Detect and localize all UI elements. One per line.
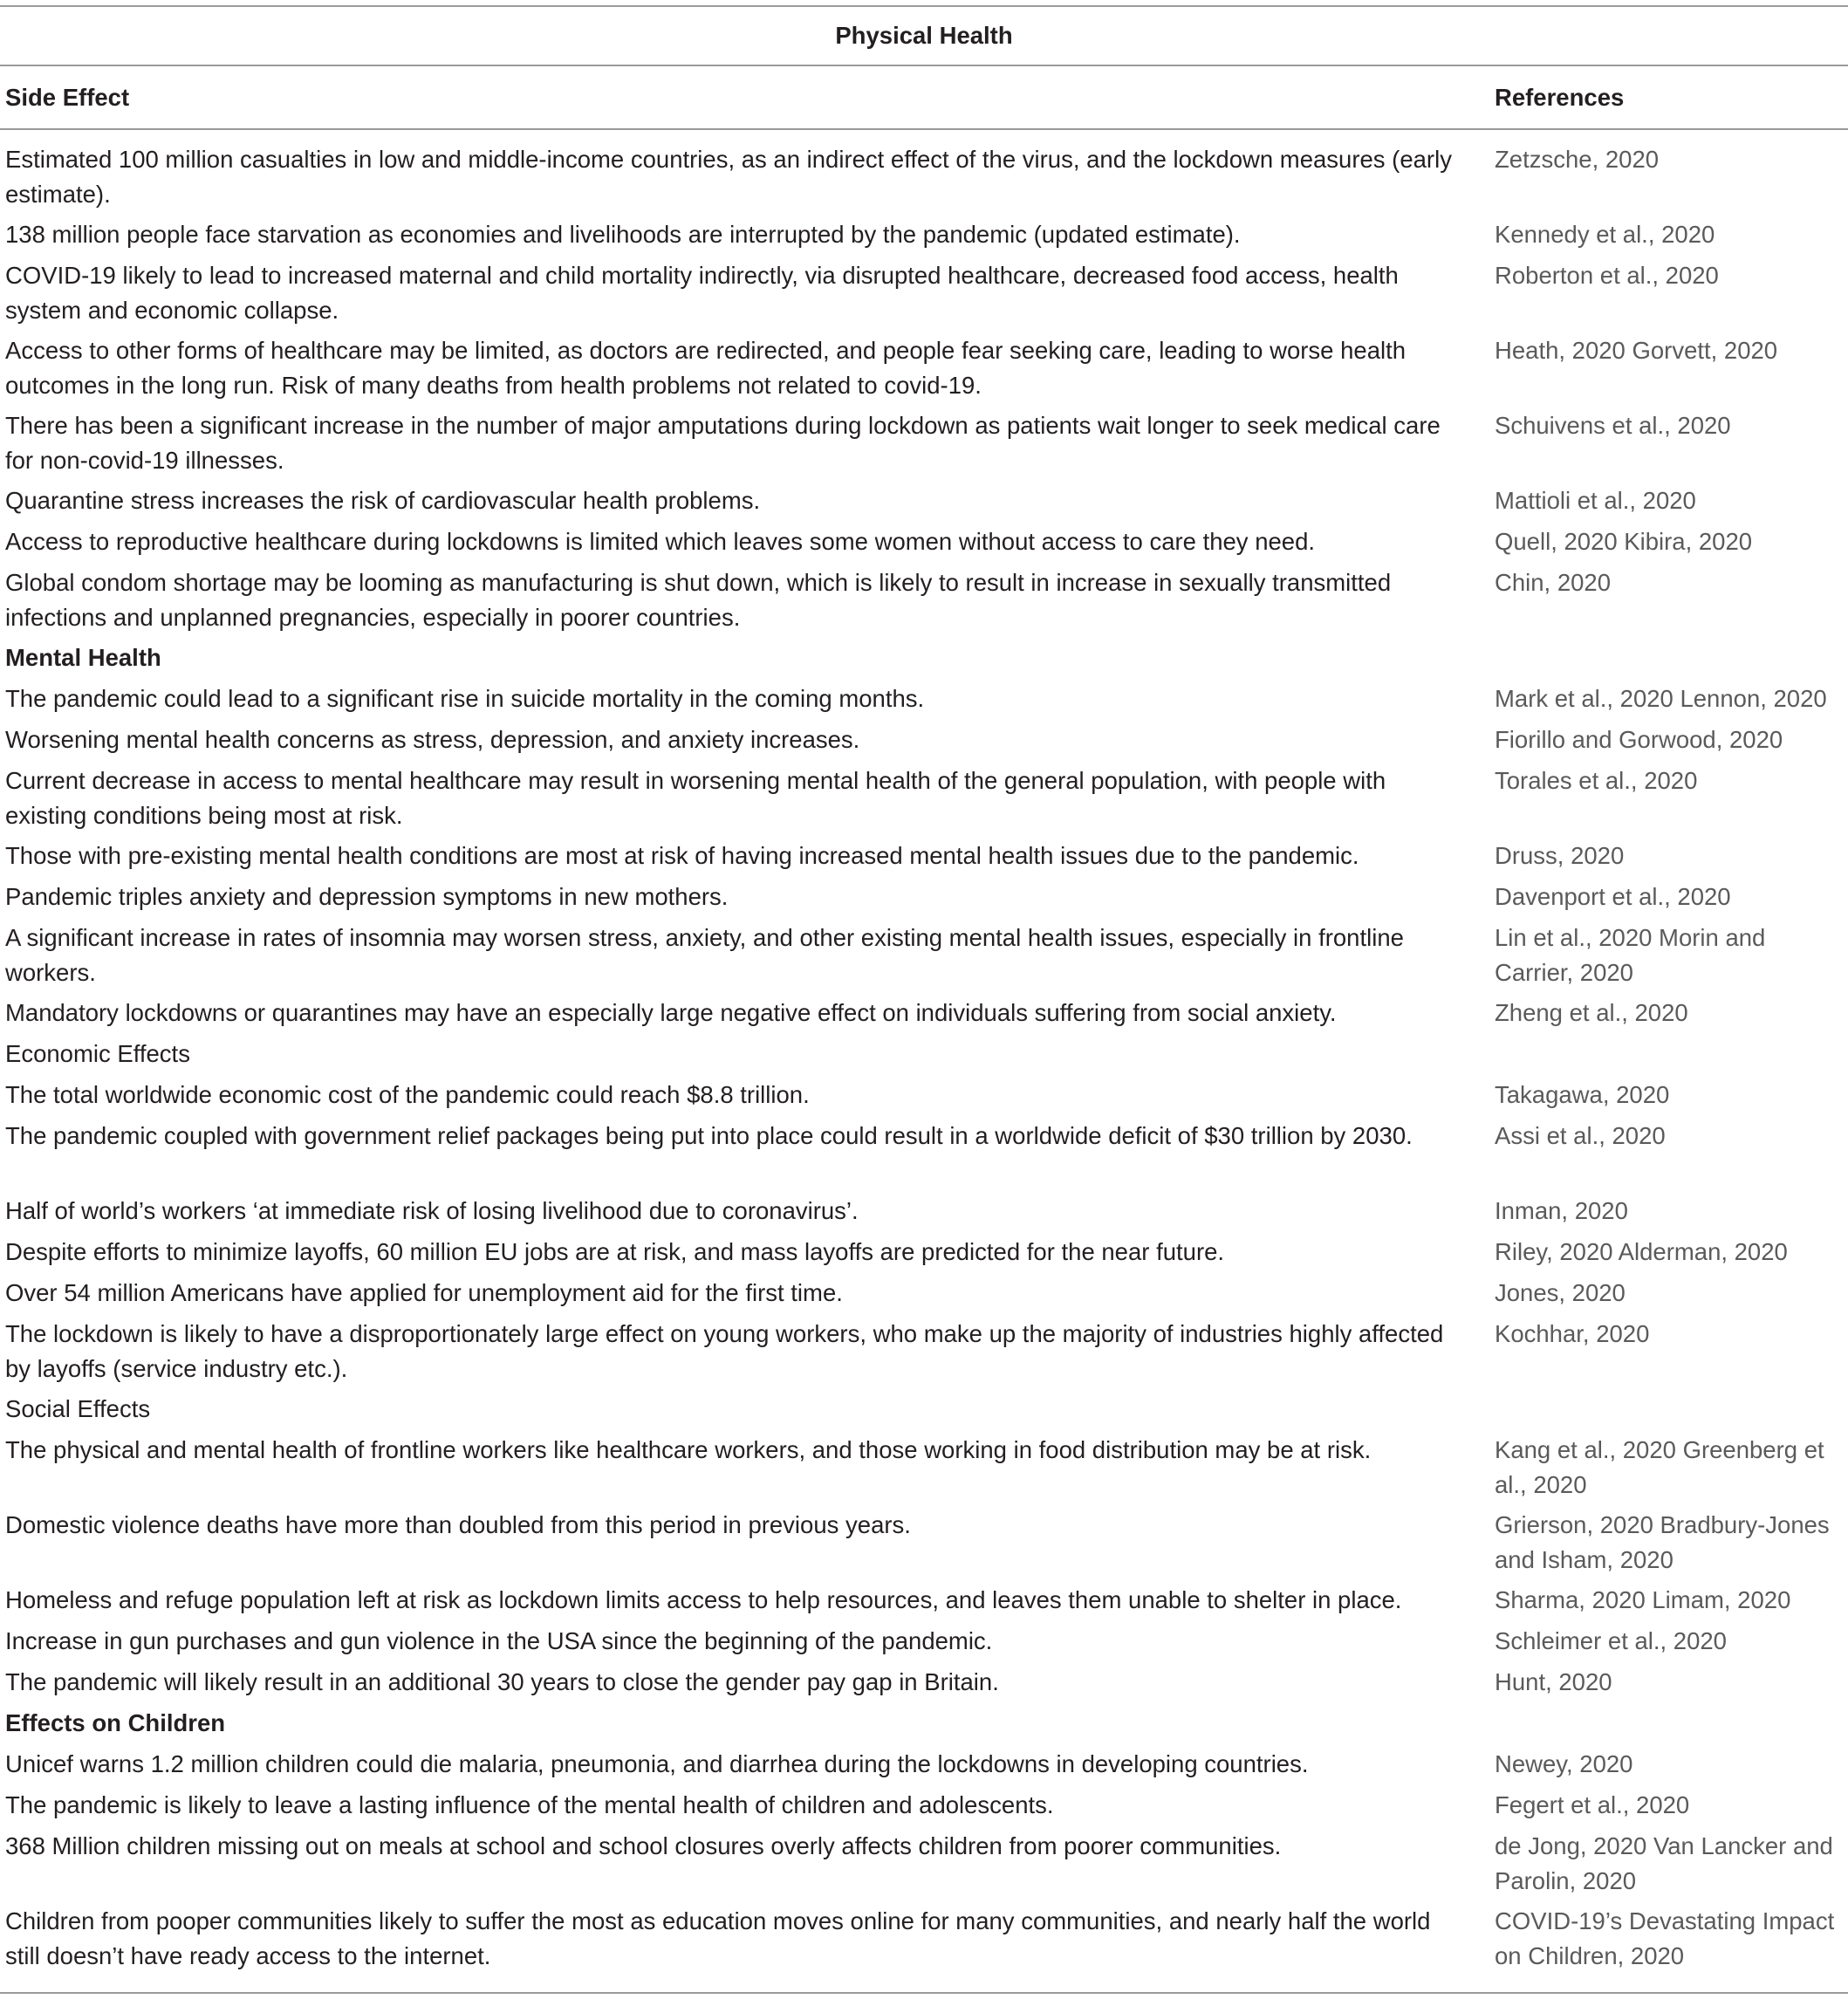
- side-effect-cell: Over 54 million Americans have applied for unemployment aid for the first time.: [5, 1279, 843, 1306]
- references-cell: Inman, 2020: [1495, 1197, 1628, 1224]
- references-cell: Mattioli et al., 2020: [1495, 487, 1696, 514]
- references-cell: Kennedy et al., 2020: [1495, 221, 1715, 248]
- references-cell: Mark et al., 2020 Lennon, 2020: [1495, 685, 1827, 712]
- column-header-side-effect: Side Effect: [5, 84, 130, 111]
- references-cell: Fegert et al., 2020: [1495, 1791, 1690, 1818]
- side-effect-cell: The pandemic could lead to a significant rise in suicide mortality in the coming months.: [5, 685, 925, 712]
- references-cell: COVID-19’s Devastating Impact on Children, 2020: [1495, 1907, 1835, 1969]
- side-effect-cell: Half of world’s workers ‘at immediate risk of losing livelihood due to coronavirus’.: [5, 1197, 859, 1224]
- side-effect-cell: The pandemic coupled with government relief packages being put into place could result in a worldwide deficit of $30 trillion by 2030.: [5, 1122, 1413, 1149]
- section-label: Social Effects: [5, 1395, 151, 1422]
- references-cell: Kang et al., 2020 Greenberg et al., 2020: [1495, 1436, 1824, 1498]
- side-effect-cell: Children from pooper communities likely to suffer the most as education moves online for many communities, and nearly half the world still doesn’t have ready access to the internet.: [5, 1907, 1431, 1969]
- references-cell: Chin, 2020: [1495, 569, 1612, 596]
- section-label: Economic Effects: [5, 1040, 190, 1067]
- references-cell: Newey, 2020: [1495, 1750, 1633, 1777]
- side-effect-cell: 138 million people face starvation as economies and livelihoods are interrupted by the pandemic (updated estimate).: [5, 221, 1241, 248]
- references-cell: Sharma, 2020 Limam, 2020: [1495, 1586, 1791, 1613]
- references-cell: Druss, 2020: [1495, 842, 1625, 869]
- side-effect-cell: A significant increase in rates of insomnia may worsen stress, anxiety, and other existing mental health issues, especially in frontline workers.: [5, 924, 1404, 986]
- references-cell: Torales et al., 2020: [1495, 767, 1698, 794]
- top-rule: [0, 5, 1848, 7]
- section-label: Effects on Children: [5, 1709, 226, 1736]
- side-effect-cell: 368 Million children missing out on meals at school and school closures overly affects children from poorer communities.: [5, 1832, 1282, 1859]
- side-effect-cell: Homeless and refuge population left at risk as lockdown limits access to help resources, and leaves them unable to shelter in place.: [5, 1586, 1402, 1613]
- side-effect-cell: There has been a significant increase in the number of major amputations during lockdown as patients wait longer to seek medical care for non-covid-19 illnesses.: [5, 412, 1441, 474]
- side-effect-cell: COVID-19 likely to lead to increased maternal and child mortality indirectly, via disrupted healthcare, decreased food access, health system and economic collapse.: [5, 262, 1399, 324]
- references-cell: Grierson, 2020 Bradbury-Jones and Isham, 2020: [1495, 1511, 1830, 1573]
- side-effect-cell: The pandemic will likely result in an additional 30 years to close the gender pay gap in Britain.: [5, 1668, 999, 1695]
- side-effect-cell: Domestic violence deaths have more than doubled from this period in previous years.: [5, 1511, 911, 1538]
- references-cell: Zheng et al., 2020: [1495, 999, 1688, 1026]
- references-cell: Roberton et al., 2020: [1495, 262, 1719, 289]
- side-effect-cell: Mandatory lockdowns or quarantines may have an especially large negative effect on individuals suffering from social anxiety.: [5, 999, 1337, 1026]
- references-cell: Assi et al., 2020: [1495, 1122, 1666, 1149]
- side-effect-cell: The physical and mental health of frontline workers like healthcare workers, and those working in food distribution may be at risk.: [5, 1436, 1372, 1463]
- side-effect-cell: Unicef warns 1.2 million children could die malaria, pneumonia, and diarrhea during the lockdowns in developing countries.: [5, 1750, 1309, 1777]
- side-effect-cell: Current decrease in access to mental healthcare may result in worsening mental health of the general population, with people with existing conditions being most at risk.: [5, 767, 1386, 829]
- side-effect-cell: Access to other forms of healthcare may be limited, as doctors are redirected, and people fear seeking care, leading to worse health outcomes in the long run. Risk of many deaths from health problems not related to covid-19.: [5, 337, 1407, 399]
- side-effect-cell: Those with pre-existing mental health conditions are most at risk of having increased mental health issues due to the pandemic.: [5, 842, 1359, 869]
- references-cell: Heath, 2020 Gorvett, 2020: [1495, 337, 1778, 364]
- references-cell: Takagawa, 2020: [1495, 1081, 1670, 1108]
- side-effect-cell: Estimated 100 million casualties in low and middle-income countries, as an indirect effect of the virus, and the lockdown measures (early estimate).: [5, 146, 1452, 208]
- section-label: Mental Health: [5, 644, 161, 671]
- header-rule: [0, 128, 1848, 130]
- references-cell: Hunt, 2020: [1495, 1668, 1612, 1695]
- title-rule: [0, 65, 1848, 66]
- table-title: Physical Health: [835, 22, 1013, 49]
- references-cell: Riley, 2020 Alderman, 2020: [1495, 1238, 1788, 1265]
- side-effect-cell: Pandemic triples anxiety and depression symptoms in new mothers.: [5, 883, 729, 910]
- references-cell: Lin et al., 2020 Morin and Carrier, 2020: [1495, 924, 1766, 986]
- side-effect-cell: Global condom shortage may be looming as manufacturing is shut down, which is likely to result in increase in sexually transmitted infections and unplanned pregnancies, especially in poorer countries.: [5, 569, 1392, 631]
- side-effect-cell: Increase in gun purchases and gun violence in the USA since the beginning of the pandemic.: [5, 1627, 993, 1654]
- side-effect-cell: The total worldwide economic cost of the pandemic could reach $8.8 trillion.: [5, 1081, 810, 1108]
- side-effect-cell: Access to reproductive healthcare during lockdowns is limited which leaves some women without access to care they need.: [5, 528, 1316, 555]
- side-effect-cell: Worsening mental health concerns as stress, depression, and anxiety increases.: [5, 726, 860, 753]
- references-cell: Kochhar, 2020: [1495, 1320, 1650, 1347]
- references-cell: Davenport et al., 2020: [1495, 883, 1731, 910]
- side-effect-cell: The lockdown is likely to have a disproportionately large effect on young workers, who make up the majority of industries highly affected by layoffs (service industry etc.).: [5, 1320, 1444, 1382]
- column-header-references: References: [1495, 84, 1625, 111]
- references-cell: de Jong, 2020 Van Lancker and Parolin, 2020: [1495, 1832, 1833, 1894]
- references-cell: Schuivens et al., 2020: [1495, 412, 1731, 439]
- references-cell: Jones, 2020: [1495, 1279, 1626, 1306]
- side-effect-cell: Despite efforts to minimize layoffs, 60 million EU jobs are at risk, and mass layoffs are predicted for the near future.: [5, 1238, 1225, 1265]
- side-effect-cell: Quarantine stress increases the risk of cardiovascular health problems.: [5, 487, 761, 514]
- side-effect-cell: The pandemic is likely to leave a lasting influence of the mental health of children and adolescents.: [5, 1791, 1054, 1818]
- bottom-rule: [0, 1992, 1848, 1994]
- references-cell: Quell, 2020 Kibira, 2020: [1495, 528, 1753, 555]
- references-cell: Fiorillo and Gorwood, 2020: [1495, 726, 1783, 753]
- references-cell: Zetzsche, 2020: [1495, 146, 1660, 173]
- references-cell: Schleimer et al., 2020: [1495, 1627, 1727, 1654]
